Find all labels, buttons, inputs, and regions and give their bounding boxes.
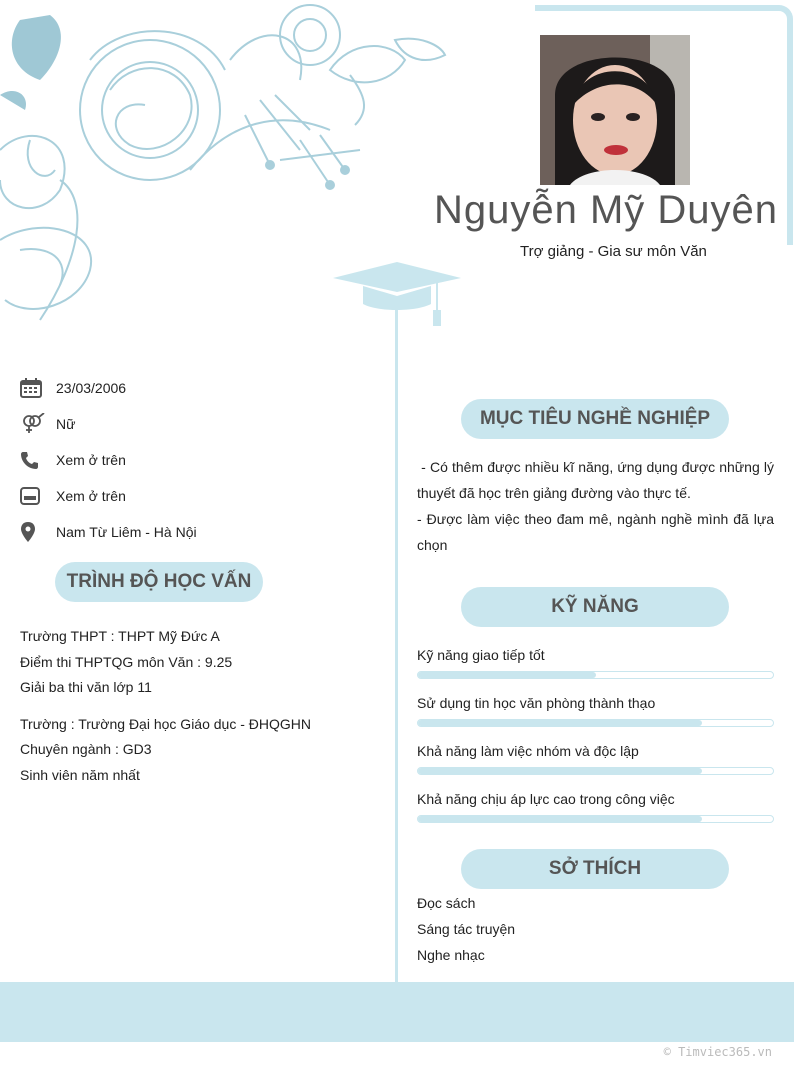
phone-icon — [20, 449, 56, 471]
birthday-text: 23/03/2006 — [56, 380, 127, 396]
email-icon — [20, 485, 56, 507]
education-line: Sinh viên năm nhất — [20, 766, 140, 783]
hobby-item: Đọc sách — [417, 895, 476, 911]
column-divider — [395, 310, 398, 982]
hobby-item: Sáng tác truyện — [417, 921, 516, 937]
email-row — [20, 478, 380, 514]
footer-band — [0, 982, 794, 1042]
objective-section — [417, 454, 778, 558]
portrait-photo-icon — [540, 35, 690, 185]
hobbies-heading: SỞ THÍCH — [461, 849, 729, 889]
personal-info — [20, 370, 380, 550]
candidate-name: Nguyễn Mỹ Duyên — [433, 188, 778, 232]
objective-line: - Có thêm được nhiều kĩ năng, ứng dụng được những lý thuyết đã học trên giảng đường vào thực tế. — [417, 459, 778, 501]
skill-bar — [417, 719, 774, 727]
objective-heading: MỤC TIÊU NGHỀ NGHIỆP — [461, 399, 729, 439]
education-line: Giải ba thi văn lớp 11 — [20, 679, 152, 695]
hobbies-section — [417, 893, 774, 971]
skill-bar-fill — [418, 816, 702, 822]
calendar-icon — [20, 377, 56, 399]
watermark: © Timviec365.vn — [663, 1045, 772, 1059]
gender-row — [20, 406, 380, 442]
skill-bar-fill — [418, 768, 702, 774]
email-text: Xem ở trên — [56, 488, 126, 504]
skill-bar — [417, 671, 774, 679]
location-text: Nam Từ Liêm - Hà Nội — [56, 524, 197, 540]
skill-item — [417, 741, 774, 789]
education-line: Trường : Trường Đại học Giáo dục - ĐHQGHN — [20, 715, 311, 732]
skills-heading: KỸ NĂNG — [461, 587, 729, 627]
skill-bar — [417, 815, 774, 823]
skill-name: Khả năng chịu áp lực cao trong công việc — [417, 791, 675, 807]
skill-item — [417, 645, 774, 693]
profile-photo — [540, 35, 690, 185]
skill-item — [417, 693, 774, 741]
gender-text: Nữ — [56, 416, 76, 432]
phone-row — [20, 442, 380, 478]
skill-item — [417, 789, 774, 837]
skill-name: Kỹ năng giao tiếp tốt — [417, 647, 545, 663]
objective-line: - Được làm việc theo đam mê, ngành nghề mình đã lựa chọn — [417, 511, 774, 553]
education-line: Chuyên ngành : GD3 — [20, 741, 152, 757]
skill-name: Sử dụng tin học văn phòng thành thạo — [417, 695, 656, 711]
location-row — [20, 514, 380, 550]
skill-bar-fill — [418, 672, 596, 678]
hobby-item: Nghe nhạc — [417, 947, 485, 963]
education-line: Điểm thi THPTQG môn Văn : 9.25 — [20, 653, 233, 670]
education-line: Trường THPT : THPT Mỹ Đức A — [20, 628, 220, 644]
birthday-row — [20, 370, 380, 406]
education-heading: TRÌNH ĐỘ HỌC VẤN — [55, 562, 263, 602]
education-section — [20, 626, 380, 790]
phone-text: Xem ở trên — [56, 452, 126, 468]
skill-name: Khả năng làm việc nhóm và độc lập — [417, 743, 639, 759]
skills-section — [417, 645, 774, 837]
job-title: Trợ giảng - Gia sư môn Văn — [520, 243, 707, 260]
gender-icon — [20, 413, 56, 435]
skill-bar-fill — [418, 720, 702, 726]
location-icon — [20, 521, 56, 543]
skill-bar — [417, 767, 774, 775]
